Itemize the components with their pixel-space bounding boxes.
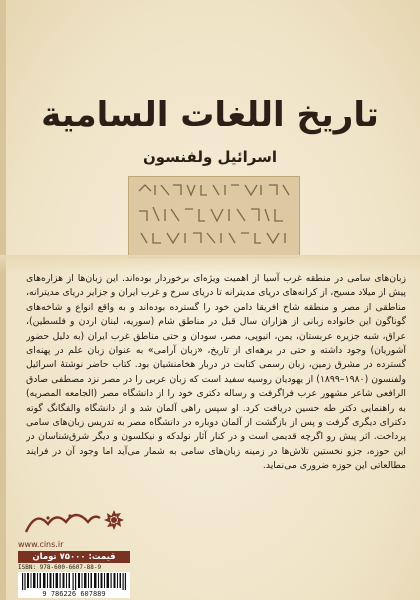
image-fade [0,255,420,273]
price-label: قیمت: ۷۵۰۰۰ تومان [18,551,130,563]
publisher-logo [18,508,130,542]
ancient-inscription-image [128,176,300,258]
author-name: اسرائیل ولفنسون [142,148,278,166]
book-description: زبان‌های سامی در منطقه غرب آسیا از اهمیت ویژه‌ای برخوردار بوده‌اند. این زبان‌ها از هزاره‌های پیش از میلاد مسیح، از کرانه‌های دریای مدیترانه تا دریای سرخ و غرب ایران و جزایر دریای مدیترانه، مناطقی از مصر و منطقه شاخ افریقا دامن خود را گسترده بوده‌اند و به واقع انواع و شاخه‌های گوناگون این خانواده زبانی از هزاران سال قبل در مناطق شام (سوریه، لبنان اردن و فلسطین)، عراق، شبه جزیره عربستان، یمن، اتیوپی، مصر، سودان و حتی مناطق غرب ایران (به دلیل حضور آشوریان) وجود داشته و حتی در برهه‌ای از تاریخ، «زبان آرامی» به عنوان زبان علم در پهنه‌ای گسترده در مشرق زمین، زبان رسمی کتابت در دربار هخامنشیان بود. کتاب حاضر نوشتهٔ اسرائیل ولفنسون (۱۹۸۰–۱۸۹۹) از یهودیان روسیه سفید است که زبان عربی را در مصر نزد مصطفی صادق الرافعی شاعر مشهور عرب فراگرفت و رساله دکتری خود را از دانشگاه مصر (الجامعه المصریه) به راهنمایی دکتر طه حسین دریافت کرد. او سپس راهی آلمان شد و از دانشگاه والفگانگ گوته دکترای دیگری گرفت و پس از بازگشت از آلمان دوباره در دانشگاه مصر به تدریس زبان‌های سامی پرداخت. اثر پیش رو اگرچه قدیمی است و در کنار آثار نولدکه و نیکلسون و دیگر شرق‌شناسان در این حوزه، جزو نخستین تلاش‌ها در زمینه زبان‌های سامی به شمار می‌آید اما وجود آن در فرایند مطالعاتی این حوزه ضروری می‌نماید. [26,273,406,472]
book-title: تاريخ اللغات السامية [41,95,379,135]
spine-edge [0,0,6,600]
barcode [18,572,130,598]
isbn-label: ISBN: 978-600-6607-88-9 [18,564,102,571]
publisher-website: www.cins.ir [18,540,64,549]
barcode-number: 9 786226 607889 [42,590,106,598]
